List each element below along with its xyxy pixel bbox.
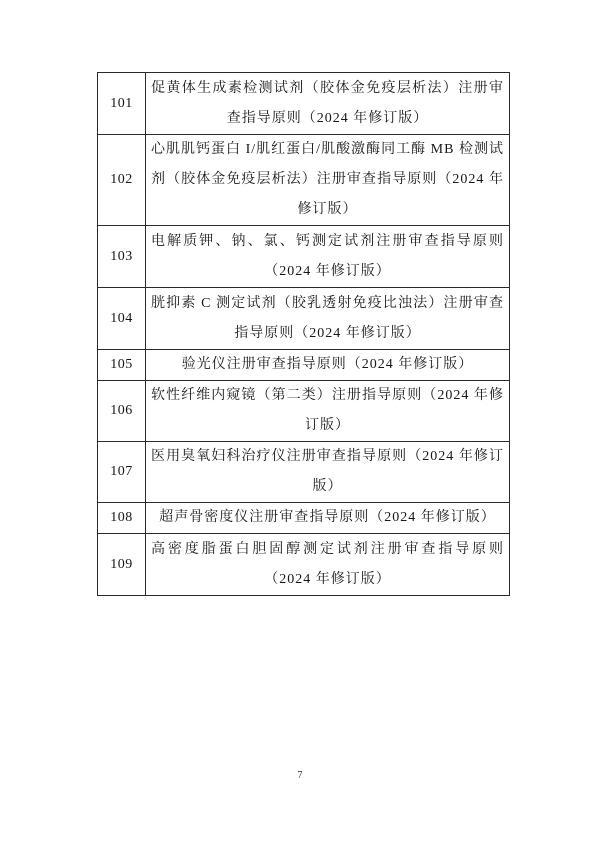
row-number: 105 [98,350,146,381]
table-row [98,350,510,381]
guideline-table [97,72,510,596]
row-title: 心肌肌钙蛋白 I/肌红蛋白/肌酸激酶同工酶 MB 检测试剂（胶体金免疫层析法）注册审查指导原则（2024 年修订版） [146,135,510,226]
row-number: 102 [98,135,146,226]
row-number: 103 [98,226,146,288]
table-row [98,288,510,350]
row-title: 医用臭氧妇科治疗仪注册审查指导原则（2024 年修订版） [146,442,510,503]
row-number: 104 [98,288,146,350]
row-title: 高密度脂蛋白胆固醇测定试剂注册审查指导原则（2024 年修订版） [146,534,510,596]
row-title: 验光仪注册审查指导原则（2024 年修订版） [146,350,510,381]
row-number: 108 [98,503,146,534]
row-number: 106 [98,381,146,442]
table-row [98,503,510,534]
row-number: 109 [98,534,146,596]
table-row [98,534,510,596]
table-row [98,135,510,226]
row-title: 促黄体生成素检测试剂（胶体金免疫层析法）注册审查指导原则（2024 年修订版） [146,73,510,135]
row-title: 软性纤维内窥镜（第二类）注册指导原则（2024 年修订版） [146,381,510,442]
table-row [98,381,510,442]
row-title: 超声骨密度仪注册审查指导原则（2024 年修订版） [146,503,510,534]
page-number: 7 [297,770,303,781]
row-number: 101 [98,73,146,135]
row-title: 胱抑素 C 测定试剂（胶乳透射免疫比浊法）注册审查指导原则（2024 年修订版） [146,288,510,350]
row-number: 107 [98,442,146,503]
table-row [98,442,510,503]
row-title: 电解质钾、钠、氯、钙测定试剂注册审查指导原则（2024 年修订版） [146,226,510,288]
table-row [98,226,510,288]
table-row [98,73,510,135]
